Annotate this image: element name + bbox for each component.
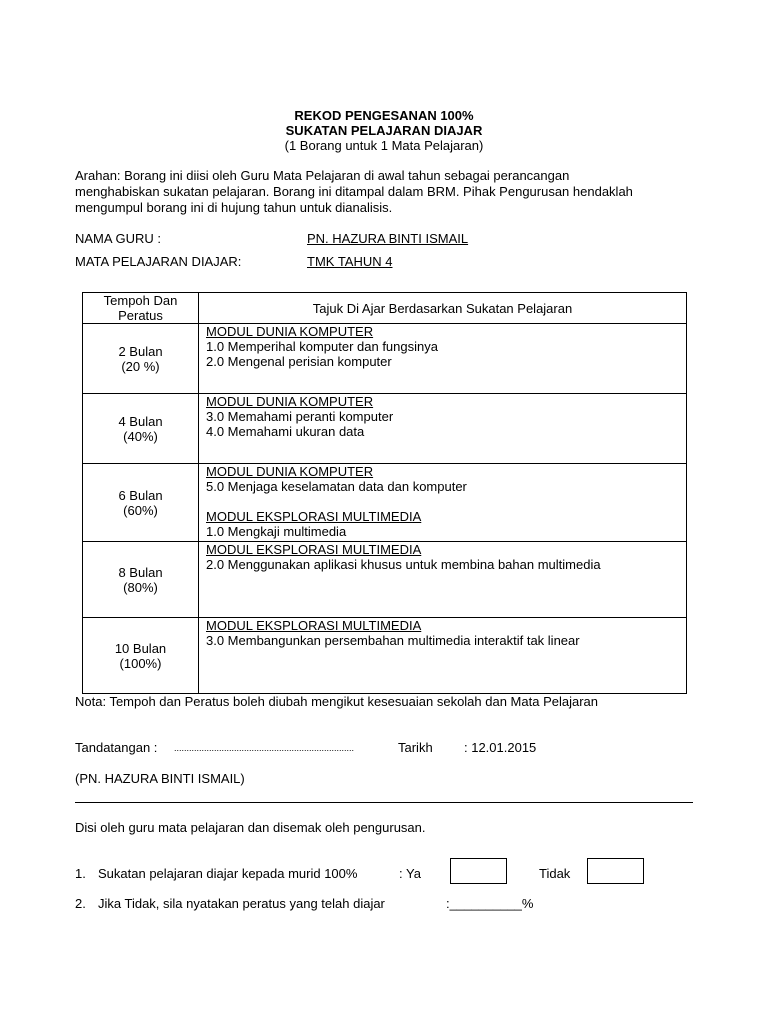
subject-value: TMK TAHUN 4 [307,254,393,269]
header-period [83,293,199,324]
period-label: 6 Bulan [118,487,163,503]
topic-item: 1.0 Memperihal komputer dan fungsinya [206,339,438,354]
percent-label: (20 %) [121,358,160,374]
table-row [83,464,687,542]
date-value: : 12.01.2015 [464,740,537,755]
question-2-number: 2. [75,896,86,911]
title-line-1: REKOD PENGESANAN 100% [294,108,474,123]
topic-item: 5.0 Menjaga keselamatan data dan komputer [206,479,467,494]
signature-label: Tandatangan : [75,740,158,755]
topic-cell [199,394,687,464]
question-1-yes-label: : Ya [399,866,421,881]
topic-cell [199,324,687,394]
instructions-line-2: menghabiskan sukatan pelajaran. Borang ini ditampal dalam BRM. Pihak Pengurusan hendaklah [75,184,633,199]
table-row [83,394,687,464]
table-row [83,542,687,618]
table-header-row [83,293,687,324]
topic-item: 2.0 Menggunakan aplikasi khusus untuk membina bahan multimedia [206,557,601,572]
percent-label: (100%) [119,655,162,671]
spacer [206,494,686,509]
instructions-line-1: Arahan: Borang ini diisi oleh Guru Mata Pelajaran di awal tahun sebagai perancangan [75,168,570,183]
percent-label: (40%) [123,428,158,444]
module-title: MODUL EKSPLORASI MULTIMEDIA [206,542,422,557]
module-title: MODUL DUNIA KOMPUTER [206,394,374,409]
topic-cell [199,464,687,542]
title-line-3: (1 Borang untuk 1 Mata Pelajaran) [284,138,484,153]
yes-checkbox[interactable] [450,858,507,884]
question-1-no-label: Tidak [539,866,571,881]
topic-cell [199,618,687,694]
topic-item: 2.0 Mengenal perisian komputer [206,354,392,369]
header-period-line-1: Tempoh Dan [103,293,178,308]
module-title: MODUL EKSPLORASI MULTIMEDIA [206,618,422,633]
instructions-line-3: mengumpul borang ini di hujung tahun untuk dianalisis. [75,200,393,215]
syllabus-table [82,292,687,694]
review-intro: Disi oleh guru mata pelajaran dan disemak oleh pengurusan. [75,820,426,835]
topic-item: 3.0 Memahami peranti komputer [206,409,394,424]
question-1-number: 1. [75,866,86,881]
signatory-name: (PN. HAZURA BINTI ISMAIL) [75,771,245,786]
topic-item: 4.0 Memahami ukuran data [206,424,365,439]
title-line-2: SUKATAN PELAJARAN DIAJAR [285,123,483,138]
header-period-line-2: Peratus [118,308,163,323]
percentage-blank[interactable]: :__________% [446,896,534,911]
table-note: Nota: Tempoh dan Peratus boleh diubah mengikut kesesuaian sekolah dan Mata Pelajaran [75,694,598,709]
divider-line [75,802,693,803]
period-cell [83,618,199,694]
signature-line[interactable]: ........................................................................ [174,743,355,753]
period-cell [83,324,199,394]
period-label: 8 Bulan [118,564,163,580]
question-1-text: Sukatan pelajaran diajar kepada murid 100% [98,866,358,881]
period-label: 4 Bulan [118,413,163,429]
period-label: 10 Bulan [114,640,167,656]
topic-item: 1.0 Mengkaji multimedia [206,524,347,539]
percent-label: (60%) [123,502,158,518]
teacher-value: PN. HAZURA BINTI ISMAIL [307,231,469,246]
table-row [83,324,687,394]
period-cell [83,464,199,542]
date-label: Tarikh [398,740,433,755]
module-title: MODUL DUNIA KOMPUTER [206,464,374,479]
period-label: 2 Bulan [118,343,163,359]
header-topic: Tajuk Di Ajar Berdasarkan Sukatan Pelajaran [199,293,687,324]
module-title: MODUL DUNIA KOMPUTER [206,324,374,339]
period-cell [83,542,199,618]
no-checkbox[interactable] [587,858,644,884]
period-cell [83,394,199,464]
topic-item: 3.0 Membangunkan persembahan multimedia interaktif tak linear [206,633,580,648]
table-row [83,618,687,694]
question-2-text: Jika Tidak, sila nyatakan peratus yang telah diajar [98,896,385,911]
subject-label: MATA PELAJARAN DIAJAR: [75,254,242,269]
module-title: MODUL EKSPLORASI MULTIMEDIA [206,509,422,524]
teacher-label: NAMA GURU : [75,231,161,246]
percent-label: (80%) [123,579,158,595]
topic-cell [199,542,687,618]
